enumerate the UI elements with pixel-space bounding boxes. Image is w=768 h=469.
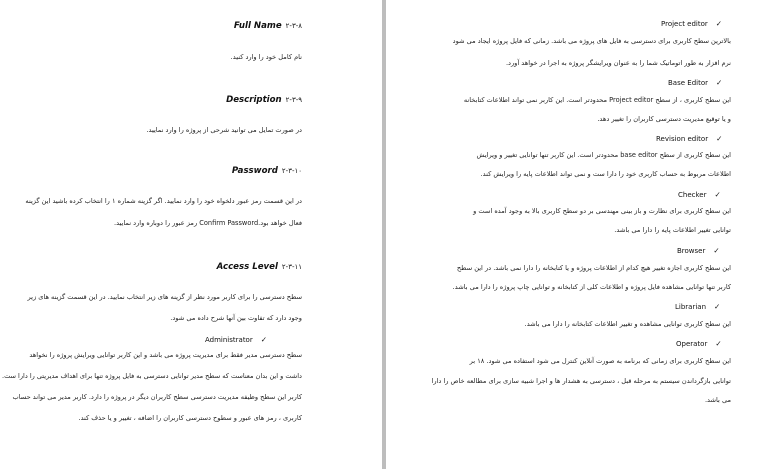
- heading-password: [232, 166, 302, 176]
- check-icon: ✓: [716, 134, 723, 143]
- paragraph-line: این سطح کاربری از سطح base editor محدودتر است. این کاربر تنها توانایی تغییر و ویرایش: [476, 151, 731, 159]
- project-editor-item: [661, 19, 722, 28]
- heading-number: ۲-۳-۱۱: [281, 263, 302, 271]
- paragraph-line: کاربر این سطح وظیفه مدیریت دسترسی سطح کاربران دیگر در پروژه را دارد. کاربر مدیر می تواند حساب: [12, 393, 302, 401]
- operator-label: Operator: [676, 340, 708, 348]
- check-icon: ✓: [715, 339, 722, 348]
- paragraph-line: این سطح کاربری توانایی مشاهده و تغییر اطلاعات کتابخانه را دارا می باشد.: [524, 320, 731, 328]
- browser-label: Browser: [677, 247, 706, 255]
- paragraph: در صورت تمایل می توانید شرحی از پروژه را وارد نمایید.: [146, 126, 302, 134]
- heading-access-level: [217, 262, 302, 272]
- paragraph-line: این سطح کاربری برای نظارت و باز بینی مهندسی بر دو سطح کاربری بالا به وجود آمده است و: [473, 207, 731, 215]
- paragraph-line: سطح دسترسی را برای کاربر مورد نظر از گزینه های زیر انتخاب نمایید. در این قسمت گزینه های زیر: [27, 293, 302, 301]
- checker-label: Checker: [678, 191, 707, 199]
- base-editor-item: [668, 78, 722, 87]
- project-editor-label: Project editor: [661, 20, 708, 28]
- heading-title: Password: [231, 166, 278, 176]
- browser-item: [677, 246, 720, 255]
- paragraph: نام کامل خود را وارد کنید.: [230, 53, 302, 61]
- paragraph-line: فعال خواهد بود.Confirm Password رمز عبور را دوباره وارد نمایید.: [114, 219, 302, 227]
- administrator-label: Administrator: [205, 336, 253, 344]
- base-editor-label: Base Editor: [668, 79, 708, 87]
- right-page: [386, 0, 768, 469]
- paragraph-line: در این قسمت رمز عبور دلخواه خود را وارد نمایید. اگر گزینه شماره ۱ را انتخاب کرده باشید این گزینه: [25, 197, 302, 205]
- checker-item: [678, 190, 721, 199]
- check-icon: ✓: [714, 190, 721, 199]
- heading-title: Description: [226, 95, 282, 105]
- check-icon: ✓: [714, 302, 721, 311]
- administrator-item: [205, 335, 267, 344]
- heading-title: Access Level: [216, 262, 278, 272]
- check-icon: ✓: [260, 335, 268, 344]
- left-page: [0, 0, 382, 469]
- heading-description: [226, 95, 302, 105]
- paragraph-line: و یا توقیع مدیریت دسترسی کاربران را تغییر دهد.: [597, 115, 731, 123]
- paragraph-line: این سطح کاربری اجازه تغییر هیچ کدام از اطلاعات پروژه و یا کتابخانه را دارا نمی باشد. در این سطح: [456, 264, 731, 272]
- paragraph-line: این سطح کاربری برای زمانی که برنامه به صورت آنلاین کنترل می شود استفاده می شود. ۱۸ بر: [469, 357, 731, 365]
- paragraph-line: می باشد.: [704, 396, 731, 404]
- paragraph-line: داشت و این بدان معناست که سطح مدیر توانایی دسترسی به فایل پروژه تنها برای اهداف مدیریتی را دارا ست.: [2, 372, 302, 380]
- librarian-label: Librarian: [675, 303, 707, 311]
- heading-title: Full Name: [233, 21, 282, 31]
- heading-full-name: [234, 21, 302, 31]
- check-icon: ✓: [715, 19, 723, 28]
- check-icon: ✓: [713, 246, 720, 255]
- revision-editor-item: [656, 134, 722, 143]
- paragraph-line: توانایی تغییر اطلاعات پایه را دارا می باشد.: [614, 226, 731, 234]
- heading-number: ۲-۳-۱۰: [281, 167, 302, 175]
- paragraph-line: کاربر تنها توانایی مشاهده فایل پروژه و اطلاعات کلی از کتابخانه و توانایی چاپ پروژه را دارا می باشد.: [452, 283, 731, 291]
- paragraph-line: توانایی بازگرداندن سیستم به مرحله قبل ، دسترسی به هشدار ها و اجرا شبیه سازی برای مطالعه خاص را دارا: [431, 377, 731, 385]
- heading-number: ۲-۳-۹: [285, 96, 302, 104]
- paragraph-line: نرم افزار به طور اتوماتیک شما را به عنوان ویرایشگر پروژه به اجرا در خواهد آورد.: [505, 59, 731, 67]
- paragraph-line: این سطح کاربری ، از سطح Project editor محدودتر است. این کاربر نمی تواند اطلاعات کتابخانه: [463, 96, 731, 104]
- librarian-item: [675, 302, 720, 311]
- paragraph-line: سطح دسترسی مدیر فقط برای مدیریت پروژه می باشد و این کاربر توانایی ویرایش پروژه را نخواهد: [29, 351, 302, 359]
- operator-item: [676, 339, 722, 348]
- revision-editor-label: Revision editor: [656, 135, 709, 143]
- heading-number: ۲-۳-۸: [285, 22, 302, 30]
- paragraph-line: اطلاعات مربوط به حساب کاربری خود را دارا ست و نمی تواند اطلاعات پایه را ویرایش کند.: [480, 170, 731, 178]
- paragraph-line: وجود دارد که تفاوت بین آنها شرح داده می شود.: [170, 314, 302, 322]
- paragraph-line: بالاترین سطح کاربری برای دسترسی به فایل های پروژه می باشد. زمانی که فایل پروژه ایجاد می شود: [452, 37, 731, 45]
- check-icon: ✓: [716, 78, 723, 87]
- paragraph-line: کاربری ، رمز های عبور و سطوح دسترسی کاربران را اضافه ، تغییر و یا حذف کند.: [78, 414, 302, 422]
